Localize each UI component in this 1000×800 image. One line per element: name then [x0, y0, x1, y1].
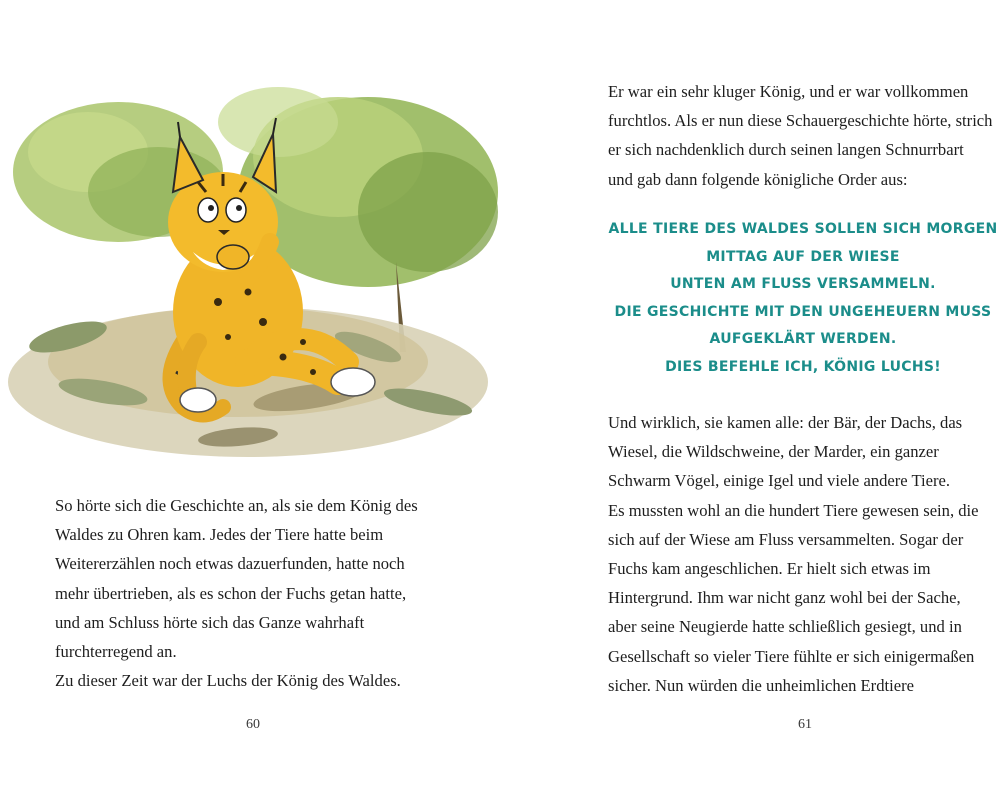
- text-line: Zu dieser Zeit war der Luchs der König des Waldes.: [55, 671, 401, 691]
- text-line: Er war ein sehr kluger König, und er war vollkommen: [608, 82, 969, 101]
- text-line: Waldes zu Ohren kam. Jedes der Tiere hatte beim: [55, 525, 384, 545]
- decree-line: DIE GESCHICHTE MIT DEN UNGEHEUERN MUSS: [614, 303, 992, 320]
- text-line: Wiesel, die Wildschweine, der Marder, ein ganzer: [608, 442, 939, 462]
- text-line: furchterregend an.: [55, 642, 177, 662]
- text-line: Weitererzählen noch etwas dazuerfunden, hatte noch: [55, 554, 405, 574]
- text-line: Hintergrund. Ihm war nicht ganz wohl bei der Sache,: [608, 588, 961, 608]
- decree-line: DIES BEFEHLE ICH, KÖNIG LUCHS!: [665, 358, 941, 375]
- text-line: sich auf der Wiese am Fluss versammelten. Sogar der: [608, 529, 964, 549]
- text-line: Fuchs kam angeschlichen. Er hielt sich etwas im: [608, 559, 931, 579]
- text-line: und gab dann folgende königliche Order aus:: [608, 169, 908, 189]
- decree-line: MITTAG AUF DER WIESE: [706, 248, 900, 265]
- text-line: und am Schluss hörte sich das Ganze wahrhaft: [55, 612, 365, 632]
- text-line: er sich nachdenklich durch seinen langen Schnurrbart: [608, 140, 964, 160]
- text-line: Es mussten wohl an die hundert Tiere gewesen sein, die: [608, 500, 979, 520]
- decree-line: UNTEN AM FLUSS VERSAMMELN.: [670, 276, 936, 293]
- right-page: [500, 0, 1000, 800]
- text-line: mehr übertrieben, als es schon der Fuchs getan hatte,: [55, 583, 407, 603]
- left-paragraph: [55, 491, 418, 695]
- lynx-illustration: [8, 62, 503, 467]
- text-line: sicher. Nun würden die unheimlichen Erdtiere: [608, 675, 914, 695]
- page-number-left: 60: [246, 717, 260, 732]
- decree-line: AUFGEKLÄRT WERDEN.: [709, 331, 897, 348]
- decree-line: ALLE TIERE DES WALDES SOLLEN SICH MORGEN: [608, 221, 998, 237]
- text-line: Gesellschaft so vieler Tiere fühlte er sich einigermaßen: [608, 646, 975, 666]
- royal-decree: [608, 216, 998, 382]
- text-line: aber seine Neugierde hatte schließlich gesiegt, und in: [608, 617, 962, 637]
- text-line: Und wirklich, sie kamen alle: der Bär, der Dachs, das: [608, 413, 963, 432]
- text-line: Schwarm Vögel, einige Igel und viele andere Tiere.: [608, 471, 951, 491]
- text-line: furchtlos. Als er nun diese Schauergeschichte hörte, strich: [608, 111, 993, 131]
- page-number-right: 61: [798, 717, 812, 732]
- right-intro-paragraph: [608, 77, 992, 194]
- right-main-paragraph: [608, 408, 979, 700]
- text-line: So hörte sich die Geschichte an, als sie dem König des: [55, 496, 418, 515]
